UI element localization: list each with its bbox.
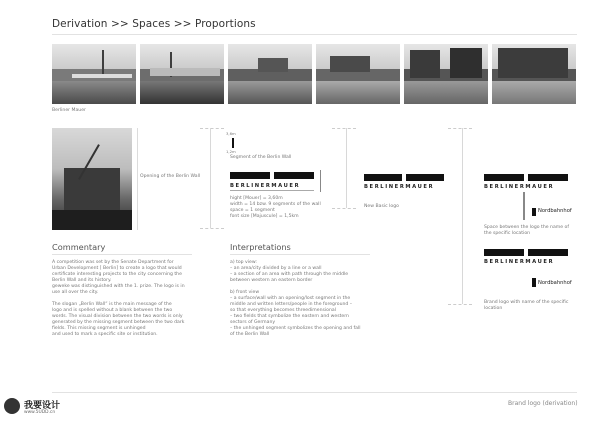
spec-line-1: hight [Mouer] = 3,60m [230,196,283,201]
dimension-line [320,170,321,192]
bracket-top [200,128,224,129]
dim-top: 3,6m [226,131,236,136]
commentary-p2-4: generated by the missing segment between the two dark [52,320,185,325]
segment-mark [232,138,234,148]
station-marker [532,208,536,216]
commentary-p2-6: and used to mark a specific site or institution. [52,332,158,337]
commentary-p1-6: use all over the city. [52,290,99,295]
interpretations-heading: Interpretations [230,242,291,252]
station-name-2: Nordbahnhof [538,280,572,286]
spec-line-4: font size [Majuscule] = 1,5km [230,214,299,219]
interp-b-5: sectors of Germany [230,320,276,325]
interp-a-3: between western an eastern border [230,278,313,283]
photo-wall-5 [404,44,488,104]
opening-caption: Opening of the Berlin Wall [140,174,201,179]
footer-label: Brand logo (derivation) [508,400,578,407]
commentary-p2-3: words. The visual division between the two words is only [52,314,183,319]
interp-b-label: b) front view [230,290,260,295]
photo-wall-1 [52,44,136,104]
location-bar-right [528,174,568,181]
interp-b-7: of the Berlin Wall [230,332,270,337]
location-caption-bottom-2: location [484,306,503,311]
interp-a-label: a) top view: [230,260,257,265]
page-title: Derivation >> Spaces >> Proportions [52,18,256,30]
interp-a-1: – an area/city divided by a line or a wall [230,266,322,271]
bracket-bottom [200,228,224,229]
segment-caption: Segment of the Berlin Wall [230,155,292,160]
header-divider [52,34,577,35]
logo-bar-right [406,174,444,181]
commentary-p1-4: Berlin Wall and its history. [52,278,112,283]
spec-line-2: width = 14 bzw. 9 segments of the wall [230,202,321,207]
watermark-logo-icon [4,398,20,414]
interp-b-1: – a surface/wall with an opening/lost segment in the [230,296,351,301]
interp-b-6: – the unhinged segment symbolizes the opening and fall [230,326,361,331]
logo-text: BERLINERMAUER [364,184,435,190]
segment-guide [523,192,525,220]
photo-wall-2 [140,44,224,104]
wordmark-baseline [230,190,314,191]
wordmark-text: BERLINERMAUER [230,183,301,189]
divider-line [137,128,138,230]
bracket-mid-top [332,128,356,129]
bracket-right-vertical [462,128,463,304]
location2-logo-text: BERLINERMAUER [484,259,555,265]
commentary-p1-3: certificate interesting projects to the city concerning the [52,272,182,277]
photo-wall-4 [316,44,400,104]
location-caption-bottom-1: Brand logo with name of the specific [484,300,569,305]
photo-wall-6 [492,44,576,104]
wordmark-bar-left [230,172,270,179]
location-caption-top-2: the specific location [484,231,531,236]
wordmark-bar-right [274,172,314,179]
bracket-mid-vertical [346,128,347,208]
bracket-right-bottom [448,304,472,305]
photo-opening [52,128,132,230]
dim-bottom: 1,2m [226,149,236,154]
footer-divider [52,392,577,393]
watermark-brand: 我要设计 [24,401,61,411]
interp-b-2: middle and written letters/people in the foreground – [230,302,353,307]
location2-bar-right [528,249,568,256]
commentary-p1-1: A competition was set by the Senate Department for [52,260,174,265]
interpretations-divider [230,254,370,255]
bracket-right-top [448,128,472,129]
watermark-url: www.5UDD.cn [24,410,56,415]
photo-wall-3 [228,44,312,104]
location-bar-left [484,174,524,181]
commentary-p2-2: logo and is spelled without a blank between the two [52,308,173,313]
location2-bar-left [484,249,524,256]
photo-caption: Berliner Mauer [52,108,86,113]
interp-b-4: – two fields that symbolize the eastern and western [230,314,349,319]
station-name: Nordbahnhof [538,208,572,214]
bracket-mid-bottom [332,208,356,209]
final-logo-caption: New Basic logo [364,204,399,209]
commentary-divider [52,254,192,255]
commentary-p1-2: Urban Development [ Berlin] to create a logo that would [52,266,182,271]
spec-line-3: space = 1 segment [230,208,275,213]
logo-bar-left [364,174,402,181]
commentary-p1-5: geweke was distinguished with the 1. prize. The logo is in [52,284,185,289]
bracket-vertical [210,128,211,228]
location-caption-top-1: Space between the logo the name of [484,225,569,230]
interp-b-3: so that everything becomes threedimensional [230,308,336,313]
commentary-p2-1: The slogan „Berlin Wall“ is the main message of the [52,302,172,307]
commentary-heading: Commentary [52,242,106,252]
commentary-p2-5: fields. This missing segment is unhinged [52,326,146,331]
station-marker-2 [532,278,536,287]
location-logo-text: BERLINERMAUER [484,184,555,190]
interp-a-2: – a section of an area with path through the middle [230,272,349,277]
